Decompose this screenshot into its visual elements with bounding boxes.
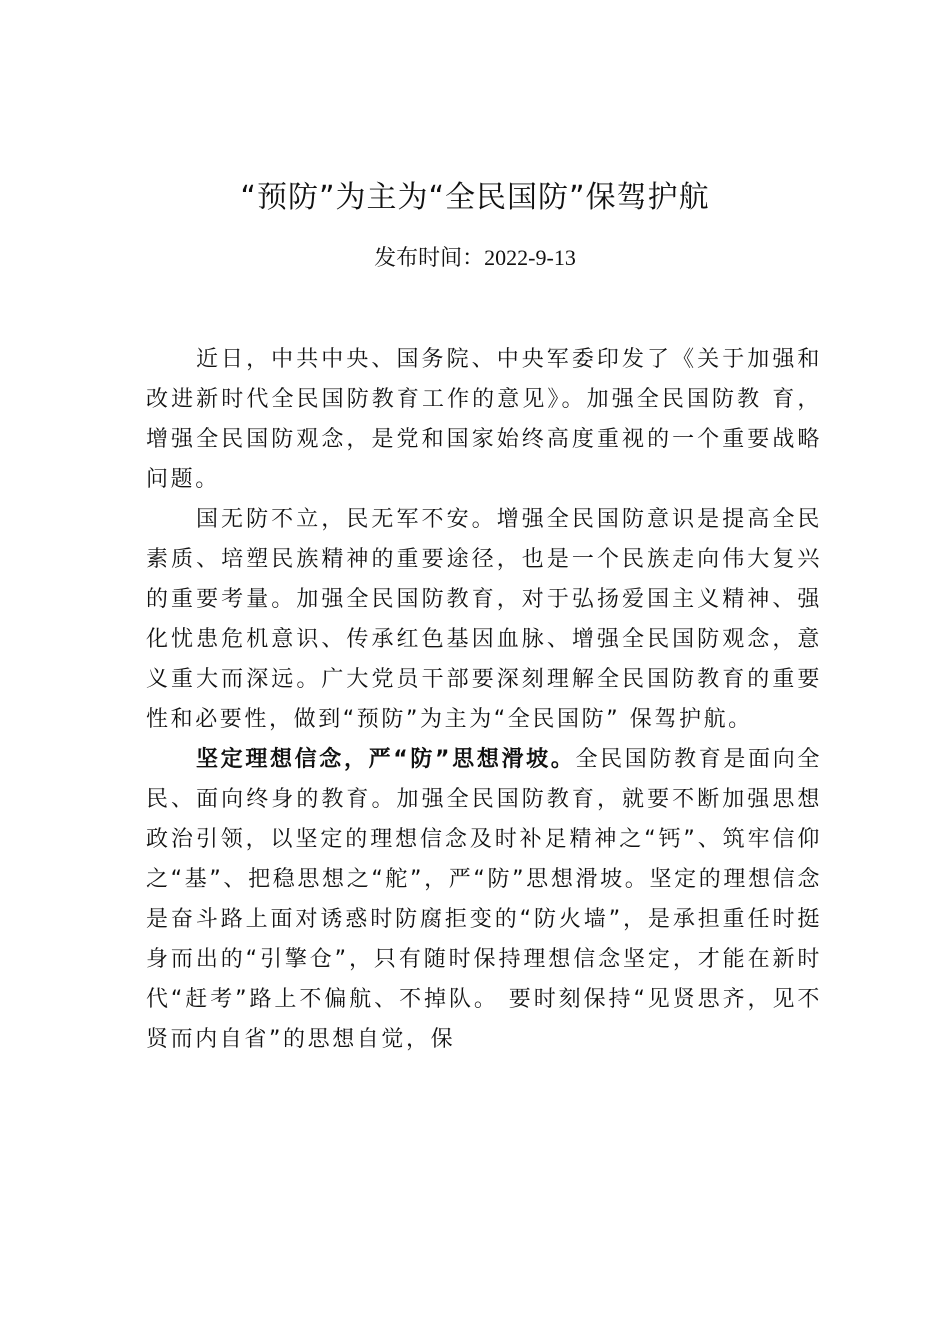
publish-date-value: 2022-9-13 — [484, 245, 576, 270]
article-body — [146, 340, 822, 1060]
paragraph-3-text: 全民国防教育是面向全民、面向终身的教育。加强全民国防教育，就要不断加强思想政治引领，以坚定的理想信念及时补足精神之“钙”、筑牢信仰之“基”、把稳思想之“舵”，严“防”思想滑坡。坚定的理想信念是奋斗路上面对诱惑时防腐拒变的“防火墙”，是承担重任时挺身而出的“引擎仓”，只有随时保持理想信念坚定，才能在新时代“赶考”路上不偏航、不掉队。 要时刻保持“见贤思齐，见不贤而内自省”的思想自觉，保 — [146, 747, 822, 1052]
page-title: “预防”为主为“全民国防”保驾护航 — [240, 180, 710, 215]
paragraph-1 — [146, 340, 822, 500]
publish-date — [0, 242, 950, 275]
paragraph-2-text: 国无防不立，民无军不安。增强全民国防意识是提高全民素质、培塑民族精神的重要途径，也是一个民族走向伟大复兴的重要考量。加强全民国防教育，对于弘扬爱国主义精神、强化忧患危机意识、传承红色基因血脉、增强全民国防观念，意义重大而深远。广大党员干部要深刻理解全民国防教育的重要性和必要性，做到“预防”为主为“全民国防” 保驾护航。 — [146, 507, 822, 732]
publish-date-label: 发布时间： — [374, 246, 485, 271]
paragraph-3 — [146, 740, 822, 1060]
paragraph-2 — [146, 500, 822, 740]
paragraph-1-text: 近日，中共中央、国务院、中央军委印发了《关于加强和改进新时代全民国防教育工作的意见》。加强全民国防教 育，增强全民国防观念，是党和国家始终高度重视的一个重要战略问题。 — [146, 347, 822, 492]
paragraph-3-lead: 坚定理想信念，严“防”思想滑坡。 — [196, 747, 576, 772]
